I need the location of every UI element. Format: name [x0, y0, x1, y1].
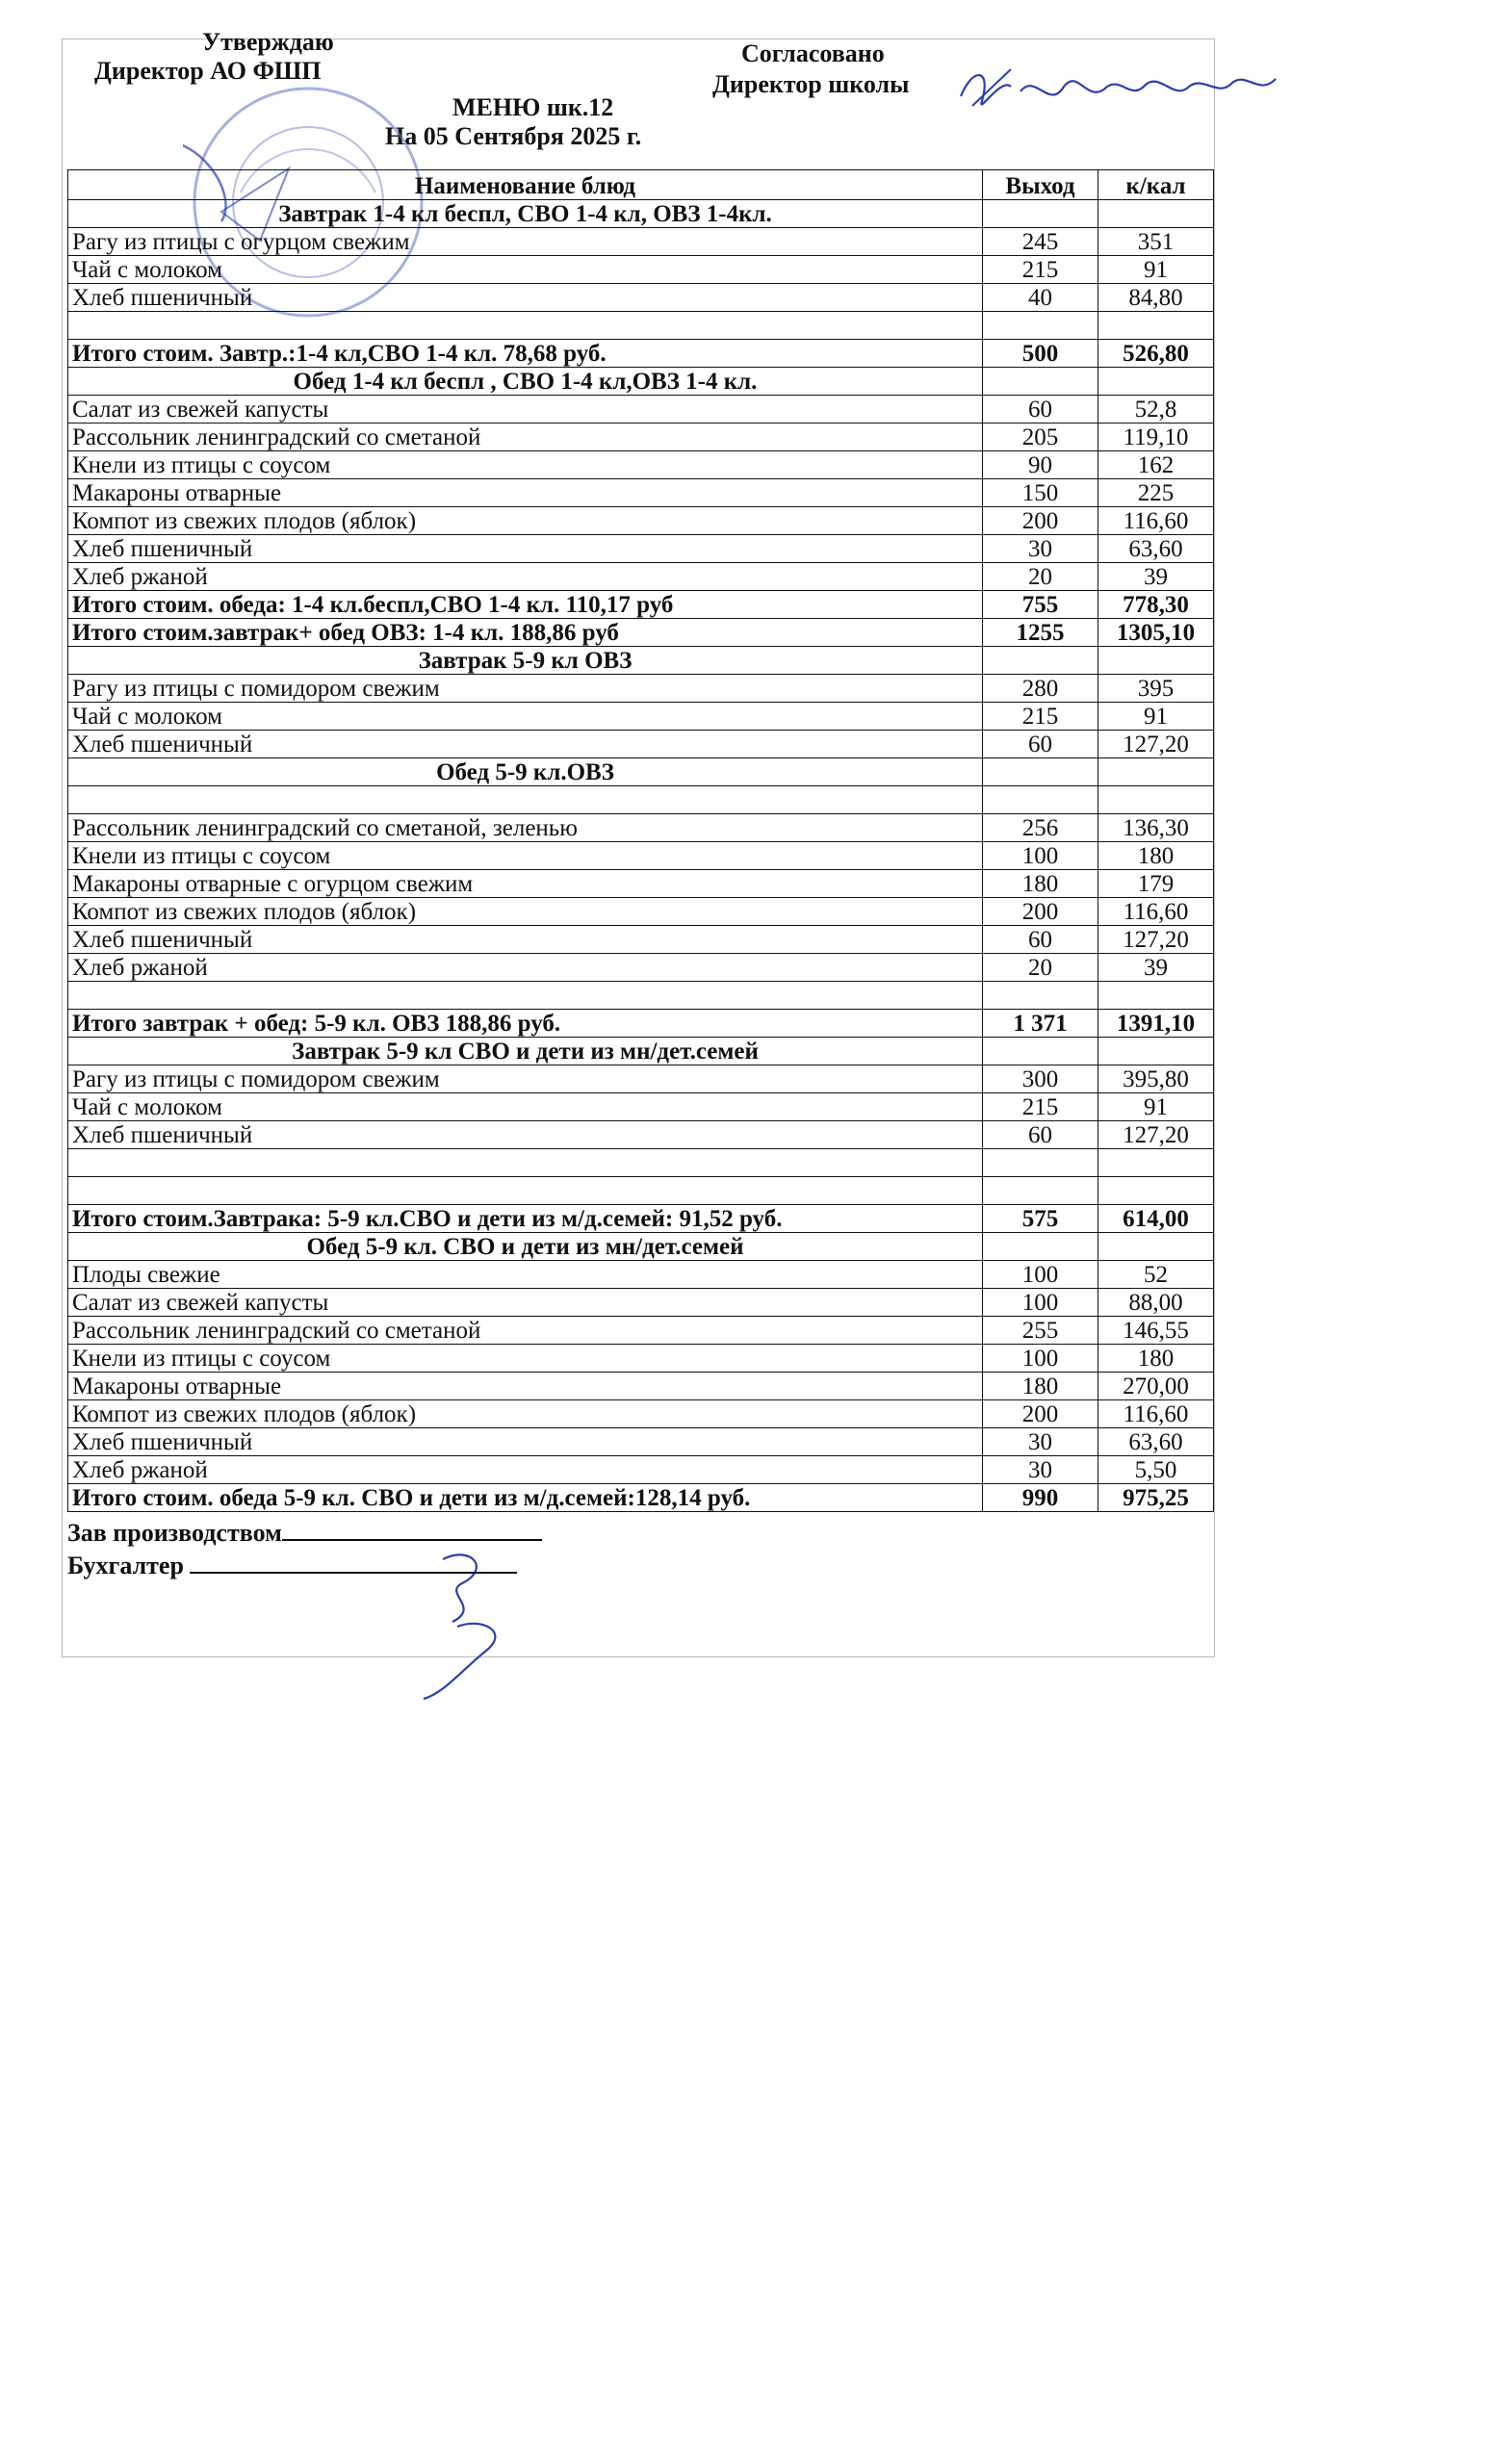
kcal-cell: 180	[1098, 842, 1214, 870]
output-cell: 245	[983, 228, 1098, 256]
dish-name: Хлеб пшеничный	[68, 1428, 983, 1456]
kcal-cell: 116,60	[1098, 898, 1214, 926]
kcal-cell	[1098, 200, 1214, 228]
table-row	[68, 675, 1214, 703]
accountant-line	[67, 1551, 517, 1580]
dish-name: Плоды свежие	[68, 1261, 983, 1289]
table-row	[68, 1065, 1214, 1093]
approve-org: Директор АО ФШП	[94, 57, 322, 85]
kcal-cell: 146,55	[1098, 1317, 1214, 1345]
output-cell: 60	[983, 396, 1098, 424]
approve-title: Утверждаю	[202, 28, 334, 56]
dish-name: Рассольник ленинградский со сметаной	[68, 424, 983, 451]
dish-name: Завтрак 1-4 кл беспл, СВО 1-4 кл, ОВЗ 1-4кл.	[68, 200, 983, 228]
signature-line	[282, 1518, 542, 1541]
total-row	[68, 340, 1214, 368]
dish-name: Макароны отварные с огурцом свежим	[68, 870, 983, 898]
kcal-cell: 778,30	[1098, 591, 1214, 619]
section-row	[68, 647, 1214, 675]
output-cell: 180	[983, 870, 1098, 898]
kcal-cell: 91	[1098, 256, 1214, 284]
kcal-cell	[1098, 982, 1214, 1010]
output-cell: 20	[983, 954, 1098, 982]
output-cell	[983, 200, 1098, 228]
output-cell: 200	[983, 507, 1098, 535]
dish-name: Рассольник ленинградский со сметаной	[68, 1317, 983, 1345]
table-row	[68, 703, 1214, 731]
kcal-cell: 1305,10	[1098, 619, 1214, 647]
dish-name: Хлеб пшеничный	[68, 284, 983, 312]
output-cell: 1255	[983, 619, 1098, 647]
table-row	[68, 954, 1214, 982]
director-signature	[953, 58, 1280, 125]
dish-name: Обед 1-4 кл беспл , СВО 1-4 кл,ОВЗ 1-4 кл.	[68, 368, 983, 396]
kcal-cell	[1098, 1177, 1214, 1205]
output-cell: 30	[983, 1456, 1098, 1484]
total-row	[68, 1205, 1214, 1233]
dish-name: Итого стоим.Завтрака: 5-9 кл.СВО и дети из м/д.семей: 91,52 руб.	[68, 1205, 983, 1233]
dish-name	[68, 982, 983, 1010]
table-row	[68, 1317, 1214, 1345]
kcal-cell: 180	[1098, 1345, 1214, 1373]
kcal-cell	[1098, 758, 1214, 786]
menu-date: На 05 Сентября 2025 г.	[385, 122, 642, 150]
kcal-cell: 63,60	[1098, 535, 1214, 563]
output-cell: 150	[983, 479, 1098, 507]
kcal-cell: 52	[1098, 1261, 1214, 1289]
dish-name: Итого стоим. обеда 5-9 кл. СВО и дети из м/д.семей:128,14 руб.	[68, 1484, 983, 1512]
kcal-cell: 1391,10	[1098, 1010, 1214, 1038]
dish-name: Чай с молоком	[68, 256, 983, 284]
dish-name: Хлеб пшеничный	[68, 535, 983, 563]
kcal-cell	[1098, 1149, 1214, 1177]
dish-name: Кнели из птицы с соусом	[68, 1345, 983, 1373]
table-row	[68, 870, 1214, 898]
table-row	[68, 814, 1214, 842]
table-row	[68, 507, 1214, 535]
table-row	[68, 256, 1214, 284]
output-cell: 205	[983, 424, 1098, 451]
kcal-cell: 116,60	[1098, 1400, 1214, 1428]
agree-title: Согласовано	[741, 39, 885, 67]
kcal-cell	[1098, 786, 1214, 814]
blank-row	[68, 1149, 1214, 1177]
kcal-cell: 526,80	[1098, 340, 1214, 368]
section-row	[68, 758, 1214, 786]
column-header-name: Наименование блюд	[68, 170, 983, 200]
output-cell: 60	[983, 926, 1098, 954]
table-row	[68, 535, 1214, 563]
output-cell	[983, 1038, 1098, 1065]
output-cell	[983, 647, 1098, 675]
output-cell: 20	[983, 563, 1098, 591]
kcal-cell: 975,25	[1098, 1484, 1214, 1512]
kcal-cell	[1098, 312, 1214, 340]
kcal-cell	[1098, 1038, 1214, 1065]
table-row	[68, 898, 1214, 926]
kcal-cell: 179	[1098, 870, 1214, 898]
output-cell: 280	[983, 675, 1098, 703]
section-row	[68, 368, 1214, 396]
kcal-cell: 52,8	[1098, 396, 1214, 424]
kcal-cell: 127,20	[1098, 926, 1214, 954]
blank-row	[68, 982, 1214, 1010]
kcal-cell: 351	[1098, 228, 1214, 256]
dish-name: Итого стоим.завтрак+ обед ОВЗ: 1-4 кл. 188,86 руб	[68, 619, 983, 647]
kcal-cell: 116,60	[1098, 507, 1214, 535]
dish-name: Итого стоим. обеда: 1-4 кл.беспл,СВО 1-4 кл. 110,17 руб	[68, 591, 983, 619]
kcal-cell: 91	[1098, 1093, 1214, 1121]
table-row	[68, 228, 1214, 256]
kcal-cell: 136,30	[1098, 814, 1214, 842]
kcal-cell: 91	[1098, 703, 1214, 731]
column-header-output: Выход	[983, 170, 1098, 200]
table-row	[68, 1428, 1214, 1456]
table-header-row	[68, 170, 1214, 200]
output-cell: 215	[983, 703, 1098, 731]
dish-name: Салат из свежей капусты	[68, 396, 983, 424]
table-row	[68, 1373, 1214, 1400]
dish-name: Чай с молоком	[68, 1093, 983, 1121]
dish-name: Кнели из птицы с соусом	[68, 451, 983, 479]
kcal-cell	[1098, 1233, 1214, 1261]
kcal-cell: 395,80	[1098, 1065, 1214, 1093]
output-cell: 200	[983, 898, 1098, 926]
output-cell: 755	[983, 591, 1098, 619]
output-cell: 500	[983, 340, 1098, 368]
signature-line	[190, 1551, 517, 1574]
kcal-cell: 88,00	[1098, 1289, 1214, 1317]
agree-role: Директор школы	[712, 70, 910, 98]
dish-name: Кнели из птицы с соусом	[68, 842, 983, 870]
blank-row	[68, 1177, 1214, 1205]
output-cell: 215	[983, 256, 1098, 284]
dish-name: Итого завтрак + обед: 5-9 кл. ОВЗ 188,86 руб.	[68, 1010, 983, 1038]
blank-row	[68, 786, 1214, 814]
output-cell: 100	[983, 842, 1098, 870]
output-cell: 90	[983, 451, 1098, 479]
kcal-cell: 5,50	[1098, 1456, 1214, 1484]
kcal-cell: 127,20	[1098, 731, 1214, 758]
dish-name: Рагу из птицы с помидором свежим	[68, 1065, 983, 1093]
production-manager-label: Зав производством	[67, 1519, 282, 1547]
kcal-cell: 39	[1098, 563, 1214, 591]
kcal-cell	[1098, 368, 1214, 396]
dish-name	[68, 786, 983, 814]
table-row	[68, 479, 1214, 507]
output-cell: 255	[983, 1317, 1098, 1345]
output-cell	[983, 758, 1098, 786]
production-manager-line	[67, 1518, 542, 1548]
table-row	[68, 563, 1214, 591]
dish-name: Макароны отварные	[68, 479, 983, 507]
kcal-cell: 395	[1098, 675, 1214, 703]
accountant-label: Бухгалтер	[67, 1552, 184, 1579]
kcal-cell: 614,00	[1098, 1205, 1214, 1233]
dish-name: Хлеб ржаной	[68, 954, 983, 982]
output-cell: 575	[983, 1205, 1098, 1233]
kcal-cell: 270,00	[1098, 1373, 1214, 1400]
table-row	[68, 1289, 1214, 1317]
output-cell: 30	[983, 1428, 1098, 1456]
output-cell	[983, 786, 1098, 814]
table-row	[68, 424, 1214, 451]
output-cell	[983, 982, 1098, 1010]
kcal-cell: 63,60	[1098, 1428, 1214, 1456]
table-row	[68, 1121, 1214, 1149]
kcal-cell: 127,20	[1098, 1121, 1214, 1149]
table-row	[68, 1261, 1214, 1289]
output-cell	[983, 1233, 1098, 1261]
output-cell: 40	[983, 284, 1098, 312]
total-row	[68, 1010, 1214, 1038]
blank-row	[68, 312, 1214, 340]
dish-name: Хлеб пшеничный	[68, 926, 983, 954]
output-cell: 180	[983, 1373, 1098, 1400]
dish-name: Хлеб пшеничный	[68, 1121, 983, 1149]
output-cell	[983, 1177, 1098, 1205]
dish-name	[68, 1177, 983, 1205]
dish-name: Чай с молоком	[68, 703, 983, 731]
dish-name: Итого стоим. Завтр.:1-4 кл,СВО 1-4 кл. 78,68 руб.	[68, 340, 983, 368]
output-cell: 200	[983, 1400, 1098, 1428]
output-cell: 300	[983, 1065, 1098, 1093]
dish-name	[68, 1149, 983, 1177]
table-row	[68, 731, 1214, 758]
kcal-cell: 84,80	[1098, 284, 1214, 312]
dish-name: Хлеб ржаной	[68, 1456, 983, 1484]
output-cell	[983, 312, 1098, 340]
kcal-cell: 162	[1098, 451, 1214, 479]
output-cell: 100	[983, 1345, 1098, 1373]
dish-name: Хлеб ржаной	[68, 563, 983, 591]
column-header-kcal: к/кал	[1098, 170, 1214, 200]
total-row	[68, 591, 1214, 619]
kcal-cell	[1098, 647, 1214, 675]
output-cell: 990	[983, 1484, 1098, 1512]
total-row	[68, 1484, 1214, 1512]
dish-name: Хлеб пшеничный	[68, 731, 983, 758]
dish-name: Завтрак 5-9 кл ОВЗ	[68, 647, 983, 675]
output-cell: 215	[983, 1093, 1098, 1121]
output-cell: 30	[983, 535, 1098, 563]
dish-name: Рагу из птицы с помидором свежим	[68, 675, 983, 703]
output-cell: 1 371	[983, 1010, 1098, 1038]
section-row	[68, 200, 1214, 228]
dish-name: Завтрак 5-9 кл СВО и дети из мн/дет.семей	[68, 1038, 983, 1065]
table-row	[68, 451, 1214, 479]
section-row	[68, 1233, 1214, 1261]
dish-name: Рагу из птицы с огурцом свежим	[68, 228, 983, 256]
kcal-cell: 39	[1098, 954, 1214, 982]
table-row	[68, 1345, 1214, 1373]
menu-table	[67, 169, 1214, 1512]
output-cell	[983, 368, 1098, 396]
table-row	[68, 1456, 1214, 1484]
dish-name	[68, 312, 983, 340]
dish-name: Компот из свежих плодов (яблок)	[68, 1400, 983, 1428]
table-row	[68, 284, 1214, 312]
section-row	[68, 1038, 1214, 1065]
output-cell	[983, 1149, 1098, 1177]
table-row	[68, 842, 1214, 870]
dish-name: Обед 5-9 кл.ОВЗ	[68, 758, 983, 786]
kcal-cell: 119,10	[1098, 424, 1214, 451]
table-row	[68, 926, 1214, 954]
menu-title: МЕНЮ шк.12	[452, 93, 614, 121]
table-row	[68, 396, 1214, 424]
dish-name: Салат из свежей капусты	[68, 1289, 983, 1317]
dish-name: Рассольник ленинградский со сметаной, зеленью	[68, 814, 983, 842]
kcal-cell: 225	[1098, 479, 1214, 507]
dish-name: Компот из свежих плодов (яблок)	[68, 898, 983, 926]
dish-name: Обед 5-9 кл. СВО и дети из мн/дет.семей	[68, 1233, 983, 1261]
output-cell: 60	[983, 1121, 1098, 1149]
output-cell: 100	[983, 1261, 1098, 1289]
table-row	[68, 1093, 1214, 1121]
output-cell: 60	[983, 731, 1098, 758]
output-cell: 100	[983, 1289, 1098, 1317]
output-cell: 256	[983, 814, 1098, 842]
total-row	[68, 619, 1214, 647]
dish-name: Макароны отварные	[68, 1373, 983, 1400]
dish-name: Компот из свежих плодов (яблок)	[68, 507, 983, 535]
table-row	[68, 1400, 1214, 1428]
